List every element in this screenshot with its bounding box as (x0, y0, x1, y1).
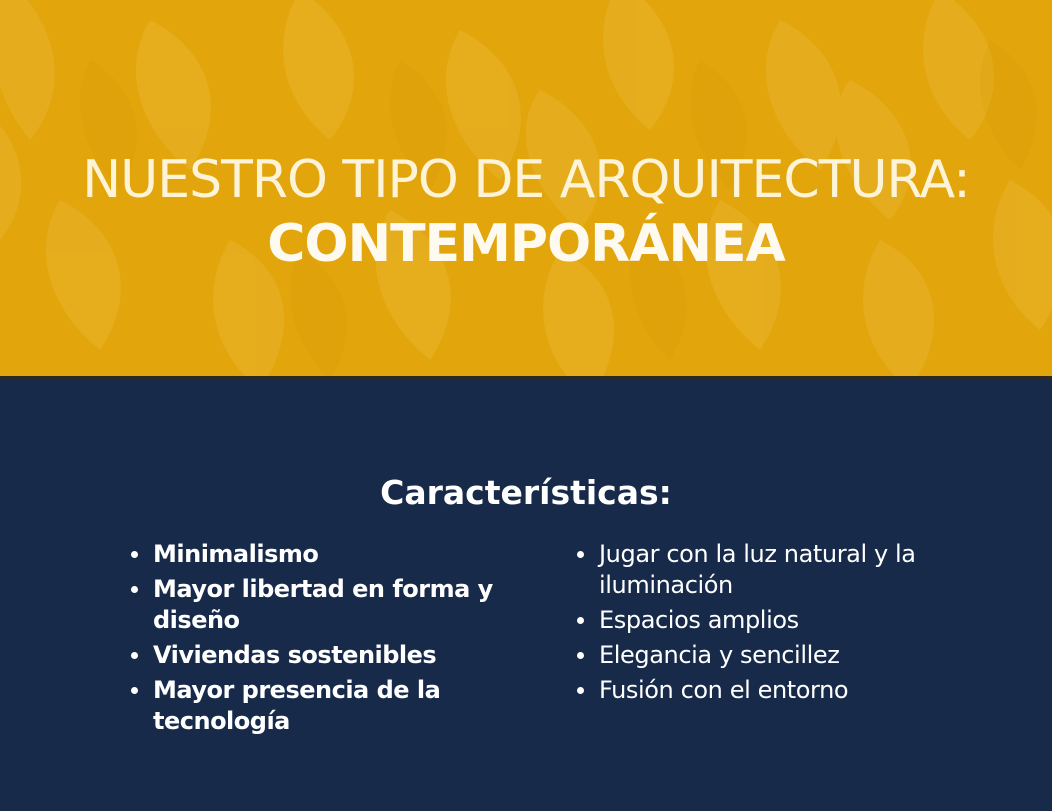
bullet-icon (577, 551, 584, 558)
content-section (0, 379, 1052, 811)
list-item (574, 539, 944, 601)
section-subtitle: Características: (380, 473, 672, 512)
list-item-label: Fusión con el entorno (599, 676, 849, 704)
list-item-label: Elegancia y sencillez (599, 641, 840, 669)
list-item-label: Mayor libertad en forma y diseño (153, 575, 493, 634)
title-line-2: CONTEMPORÁNEA (267, 214, 785, 274)
bullet-icon (577, 617, 584, 624)
list-item (128, 539, 508, 570)
characteristics-list-left (128, 539, 508, 741)
bullet-icon (577, 652, 584, 659)
list-item-label: Viviendas sostenibles (153, 641, 437, 669)
bullet-icon (131, 586, 138, 593)
title-line-1: NUESTRO TIPO DE ARQUITECTURA: (82, 150, 970, 210)
list-item (128, 574, 508, 636)
page-title (0, 148, 1052, 276)
characteristics-list-right (574, 539, 944, 710)
list-item (574, 675, 944, 706)
list-item (128, 640, 508, 671)
list-item-label: Espacios amplios (599, 606, 799, 634)
bullet-icon (131, 551, 138, 558)
header-banner (0, 0, 1052, 376)
list-item (128, 675, 508, 737)
bullet-icon (577, 687, 584, 694)
list-item-label: Minimalismo (153, 540, 319, 568)
list-item (574, 605, 944, 636)
list-item-label: Mayor presencia de la tecnología (153, 676, 441, 735)
bullet-icon (131, 687, 138, 694)
bullet-icon (131, 652, 138, 659)
list-item-label: Jugar con la luz natural y la iluminación (599, 540, 916, 599)
list-item (574, 640, 944, 671)
